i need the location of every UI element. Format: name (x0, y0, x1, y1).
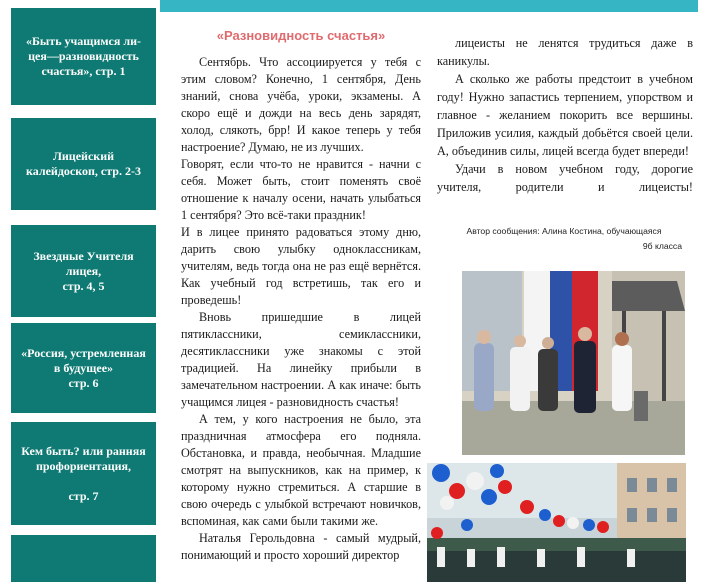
toc-item-label: «Россия, устремленная в будущее» стр. 6 (21, 345, 146, 390)
toc-item-label: Кем быть? или ранняя профориентация, стр. 7 (21, 443, 146, 503)
paragraph: Вновь пришедшие в лицей пятиклассники, семиклассники, десятиклассники уже знакомы с этой традицией. На линейку прибыли в замечательном настроении. А как иначе: быть учащимся лицея - разновидность счастья! (181, 310, 421, 409)
toc-item-5[interactable] (11, 422, 156, 525)
article-title: «Разновидность счастья» (216, 28, 386, 43)
toc-item-6[interactable] (11, 535, 156, 582)
toc-item-1[interactable] (11, 8, 156, 105)
paragraph: Сентябрь. Что ассоциируется у тебя с этим словом? Конечно, 1 сентября, День знаний, снова учёба, уроки, экзамены. А скоро ещё и дожди на весь день зарядят, холод, слякоть, брр! И какое теперь у тебя настроение? Думаю, не из лучших. (181, 55, 421, 154)
ceremony-photo (462, 271, 685, 455)
toc-item-label: Звездные Учителя лицея, стр. 4, 5 (33, 248, 134, 293)
toc-item-2[interactable] (11, 118, 156, 210)
author-line: Автор сообщения: Алина Костина, обучающаяся (466, 226, 662, 236)
toc-item-3[interactable] (11, 225, 156, 317)
article-column-1 (181, 27, 421, 564)
paragraph: Наталья Герольдовна - самый мудрый, понимающий и просто хороший директор (181, 531, 421, 562)
toc-item-4[interactable] (11, 323, 156, 413)
paragraph: лицеисты не ленятся трудиться даже в каникулы. (437, 36, 693, 68)
paragraph: А тем, у кого настроения не было, эта праздничная атмосфера его подняла. Обстановка, и правда, необычная. Младшие смотрят на выпускников, как на пример, к которому нужно стремиться. А старшие в свою очередь с улыбкой встречают новичков, вспоминая, как сами были такими же. (181, 412, 421, 528)
paragraph: Говорят, если что-то не нравится - начни с себя. Может быть, стоит поменять своё отношение к началу осени, начать улыбаться 1 сентября? Это всё-таки праздник! (181, 157, 421, 222)
balloons-photo (427, 463, 686, 582)
paragraph: А сколько же работы предстоит в учебном году! Нужно запастись терпением, упорством и главное - желанием покорить все вершины. Приложив усилия, каждый добьётся своей цели. А, объединив силы, лицей всегда будет впереди! (437, 72, 693, 158)
article-column-2 (437, 34, 693, 196)
top-accent-strip (160, 0, 698, 12)
paragraph: Удачи в новом учебном году, дорогие учителя, родители и лицеисты! (437, 162, 693, 194)
paragraph: И в лицее принято радоваться этому дню, дарить свою улыбку одноклассникам, учителям, ведь тогда она не раз ещё вернётся. Как учебный год встретишь, так его и проведешь! (181, 225, 421, 307)
toc-item-label: Лицейский калейдоскоп, стр. 2-3 (26, 149, 141, 178)
author-credit (446, 224, 682, 254)
toc-item-label: «Быть учащимся ли- цея—разновидность счастья», стр. 1 (26, 34, 141, 78)
author-class: 9б класса (642, 241, 682, 251)
